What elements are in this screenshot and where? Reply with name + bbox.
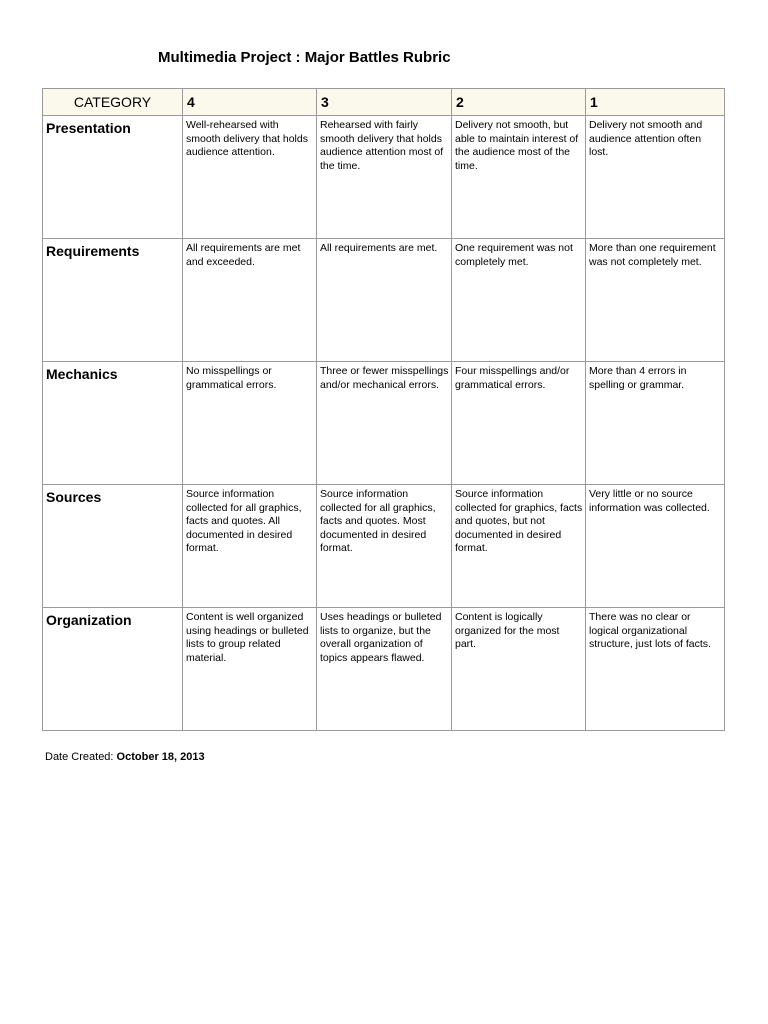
category-label: Sources — [43, 485, 183, 608]
criteria-cell: All requirements are met. — [317, 239, 452, 362]
table-row — [43, 608, 725, 731]
date-created — [45, 751, 205, 763]
criteria-cell: Four misspellings and/or grammatical errors. — [452, 362, 586, 485]
table-row — [43, 116, 725, 239]
table-row — [43, 239, 725, 362]
criteria-cell: Content is logically organized for the most part. — [452, 608, 586, 731]
category-label: Presentation — [43, 116, 183, 239]
date-value: October 18, 2013 — [116, 751, 205, 763]
category-label: Organization — [43, 608, 183, 731]
criteria-cell: Content is well organized using headings or bulleted lists to group related material. — [183, 608, 317, 731]
header-score-3: 3 — [317, 89, 452, 116]
table-header-row — [43, 89, 725, 116]
criteria-cell: Very little or no source information was collected. — [586, 485, 725, 608]
criteria-cell: All requirements are met and exceeded. — [183, 239, 317, 362]
criteria-cell: Delivery not smooth and audience attention often lost. — [586, 116, 725, 239]
criteria-cell: Three or fewer misspellings and/or mechanical errors. — [317, 362, 452, 485]
criteria-cell: No misspellings or grammatical errors. — [183, 362, 317, 485]
table-row — [43, 485, 725, 608]
rubric-table — [42, 88, 725, 731]
header-category: CATEGORY — [43, 89, 183, 116]
page-title: Multimedia Project : Major Battles Rubric — [158, 49, 451, 66]
criteria-cell: More than 4 errors in spelling or grammar. — [586, 362, 725, 485]
header-score-1: 1 — [586, 89, 725, 116]
criteria-cell: There was no clear or logical organizational structure, just lots of facts. — [586, 608, 725, 731]
criteria-cell: Rehearsed with fairly smooth delivery that holds audience attention most of the time. — [317, 116, 452, 239]
criteria-cell: Source information collected for all graphics, facts and quotes. All documented in desired format. — [183, 485, 317, 608]
criteria-cell: Delivery not smooth, but able to maintain interest of the audience most of the time. — [452, 116, 586, 239]
category-label: Mechanics — [43, 362, 183, 485]
criteria-cell: One requirement was not completely met. — [452, 239, 586, 362]
date-label: Date Created: — [45, 751, 114, 763]
criteria-cell: More than one requirement was not completely met. — [586, 239, 725, 362]
criteria-cell: Source information collected for all graphics, facts and quotes. Most documented in desired format. — [317, 485, 452, 608]
criteria-cell: Source information collected for graphics, facts and quotes, but not documented in desired format. — [452, 485, 586, 608]
header-score-4: 4 — [183, 89, 317, 116]
table-row — [43, 362, 725, 485]
criteria-cell: Uses headings or bulleted lists to organize, but the overall organization of topics appears flawed. — [317, 608, 452, 731]
category-label: Requirements — [43, 239, 183, 362]
criteria-cell: Well-rehearsed with smooth delivery that holds audience attention. — [183, 116, 317, 239]
header-score-2: 2 — [452, 89, 586, 116]
